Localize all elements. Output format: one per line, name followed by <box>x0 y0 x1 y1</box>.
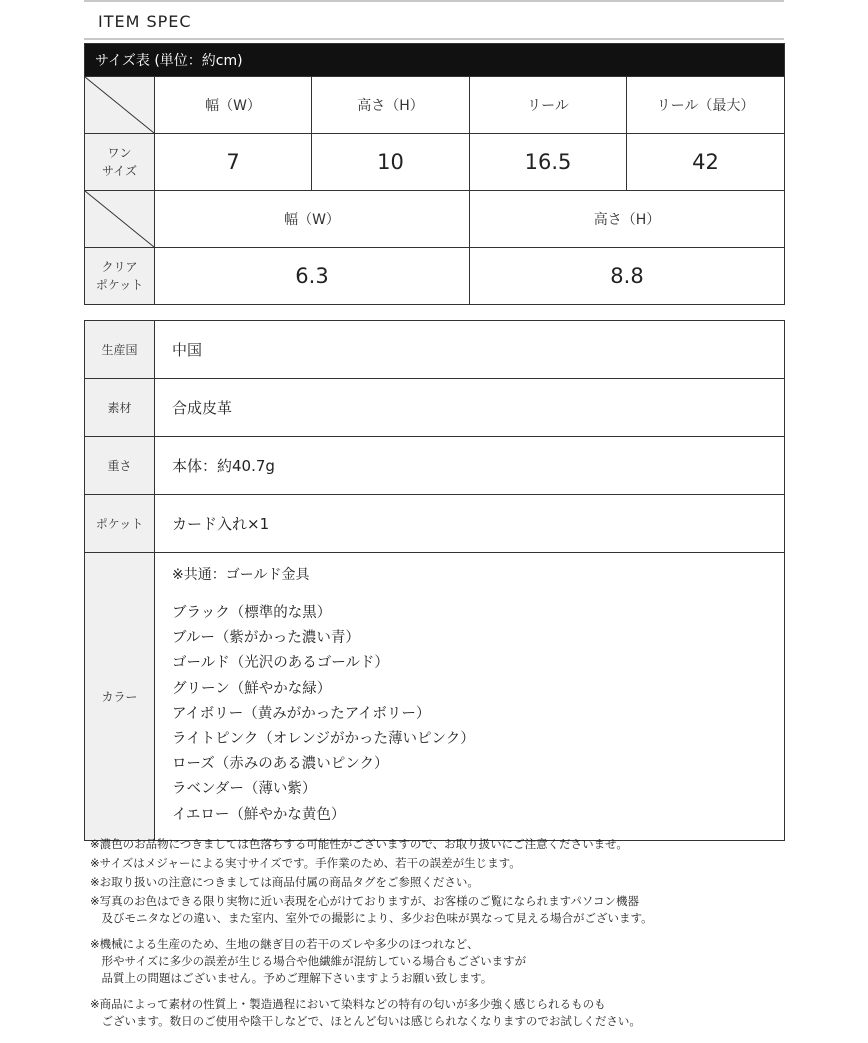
value-pocket-width: 6.3 <box>155 248 470 305</box>
color-item: ラベンダー（薄い紫） <box>172 781 317 798</box>
item-spec-header <box>84 0 784 40</box>
header-width: 幅（W） <box>155 77 312 134</box>
row-label-clear-pocket-text: クリア ポケット <box>95 260 144 292</box>
note-machine-production: ※機械による生産のため、生地の継ぎ目の若干のズレや多少のほつれなど、 形やサイズに多少の誤差が生じる場合や他繊維が混紡している場合もございますが 品質上の問題はございません。予めご理解下さいますようお願い致します。 <box>90 937 527 985</box>
value-reel: 16.5 <box>470 134 627 191</box>
material-label: 素材 <box>85 379 155 437</box>
header-divider <box>84 38 784 40</box>
diagonal-header-cell <box>85 77 155 134</box>
color-item: ローズ（赤みのある濃いピンク） <box>172 756 389 773</box>
header-pocket-width: 幅（W） <box>155 191 470 248</box>
row-label-clear-pocket <box>85 248 155 305</box>
header-height: 高さ（H） <box>312 77 470 134</box>
size-table-caption: サイズ表 (単位：約cm) <box>85 44 785 77</box>
color-value <box>155 553 785 841</box>
note-photo-color: ※写真のお色はできる限り実物に近い表現を心がけておりますが、お客様のご覧になられますパソコン機器 及びモニタなどの違い、また室内、室外での撮影により、多少お色味が異なって見える場合がございます。 <box>90 894 653 925</box>
pocket-value: カード入れ×1 <box>155 495 785 553</box>
notes-section <box>90 836 810 1030</box>
weight-value: 本体：約40.7g <box>155 437 785 495</box>
value-width: 7 <box>155 134 312 191</box>
spec-table <box>84 320 785 841</box>
diagonal-header-cell <box>85 191 155 248</box>
row-label-one-size-text: ワン サイズ <box>101 146 138 178</box>
note-dark-color: ※濃色のお品物につきましては色落ちする可能性がございますので、お取り扱いにご注意くださいませ。 <box>90 837 628 851</box>
material-value: 合成皮革 <box>155 379 785 437</box>
color-item: ゴールド（光沢のあるゴールド） <box>172 655 389 672</box>
size-table <box>84 43 785 305</box>
color-item: ブラック（標準的な黒） <box>172 605 332 621</box>
note-size: ※サイズはメジャーによる実寸サイズです。手作業のため、若干の誤差が生じます。 <box>90 856 521 870</box>
color-list <box>172 601 767 828</box>
page-title: ITEM SPEC <box>98 12 192 31</box>
note-handling: ※お取り扱いの注意につきましては商品付属の商品タグをご参照ください。 <box>90 875 479 889</box>
header-reel: リール <box>470 77 627 134</box>
color-item: アイボリー（黄みがかったアイボリー） <box>172 705 431 722</box>
value-reel-max: 42 <box>627 134 785 191</box>
color-item: ライトピンク（オレンジがかった薄いピンク） <box>172 731 475 748</box>
origin-value: 中国 <box>155 321 785 379</box>
header-reel-max: リール（最大） <box>627 77 785 134</box>
note-odor: ※商品によって素材の性質上・製造過程において染料などの特有の匂いが多少強く感じられるものも ございます。数日のご使用や陰干しなどで、ほとんど匂いは感じられなくなりますのでお試しください。 <box>90 997 641 1028</box>
value-pocket-height: 8.8 <box>470 248 785 305</box>
header-pocket-height: 高さ（H） <box>470 191 785 248</box>
row-label-one-size <box>85 134 155 191</box>
value-height: 10 <box>312 134 470 191</box>
color-label: カラー <box>85 553 155 841</box>
color-item: グリーン（鮮やかな緑） <box>172 680 332 697</box>
color-item: ブルー（紫がかった濃い青） <box>172 630 360 647</box>
origin-label: 生産国 <box>85 321 155 379</box>
pocket-label: ポケット <box>85 495 155 553</box>
weight-label: 重さ <box>85 437 155 495</box>
color-item: イエロー（鮮やかな黄色） <box>172 806 346 823</box>
color-common-hardware: ※共通：ゴールド金具 <box>172 567 310 583</box>
